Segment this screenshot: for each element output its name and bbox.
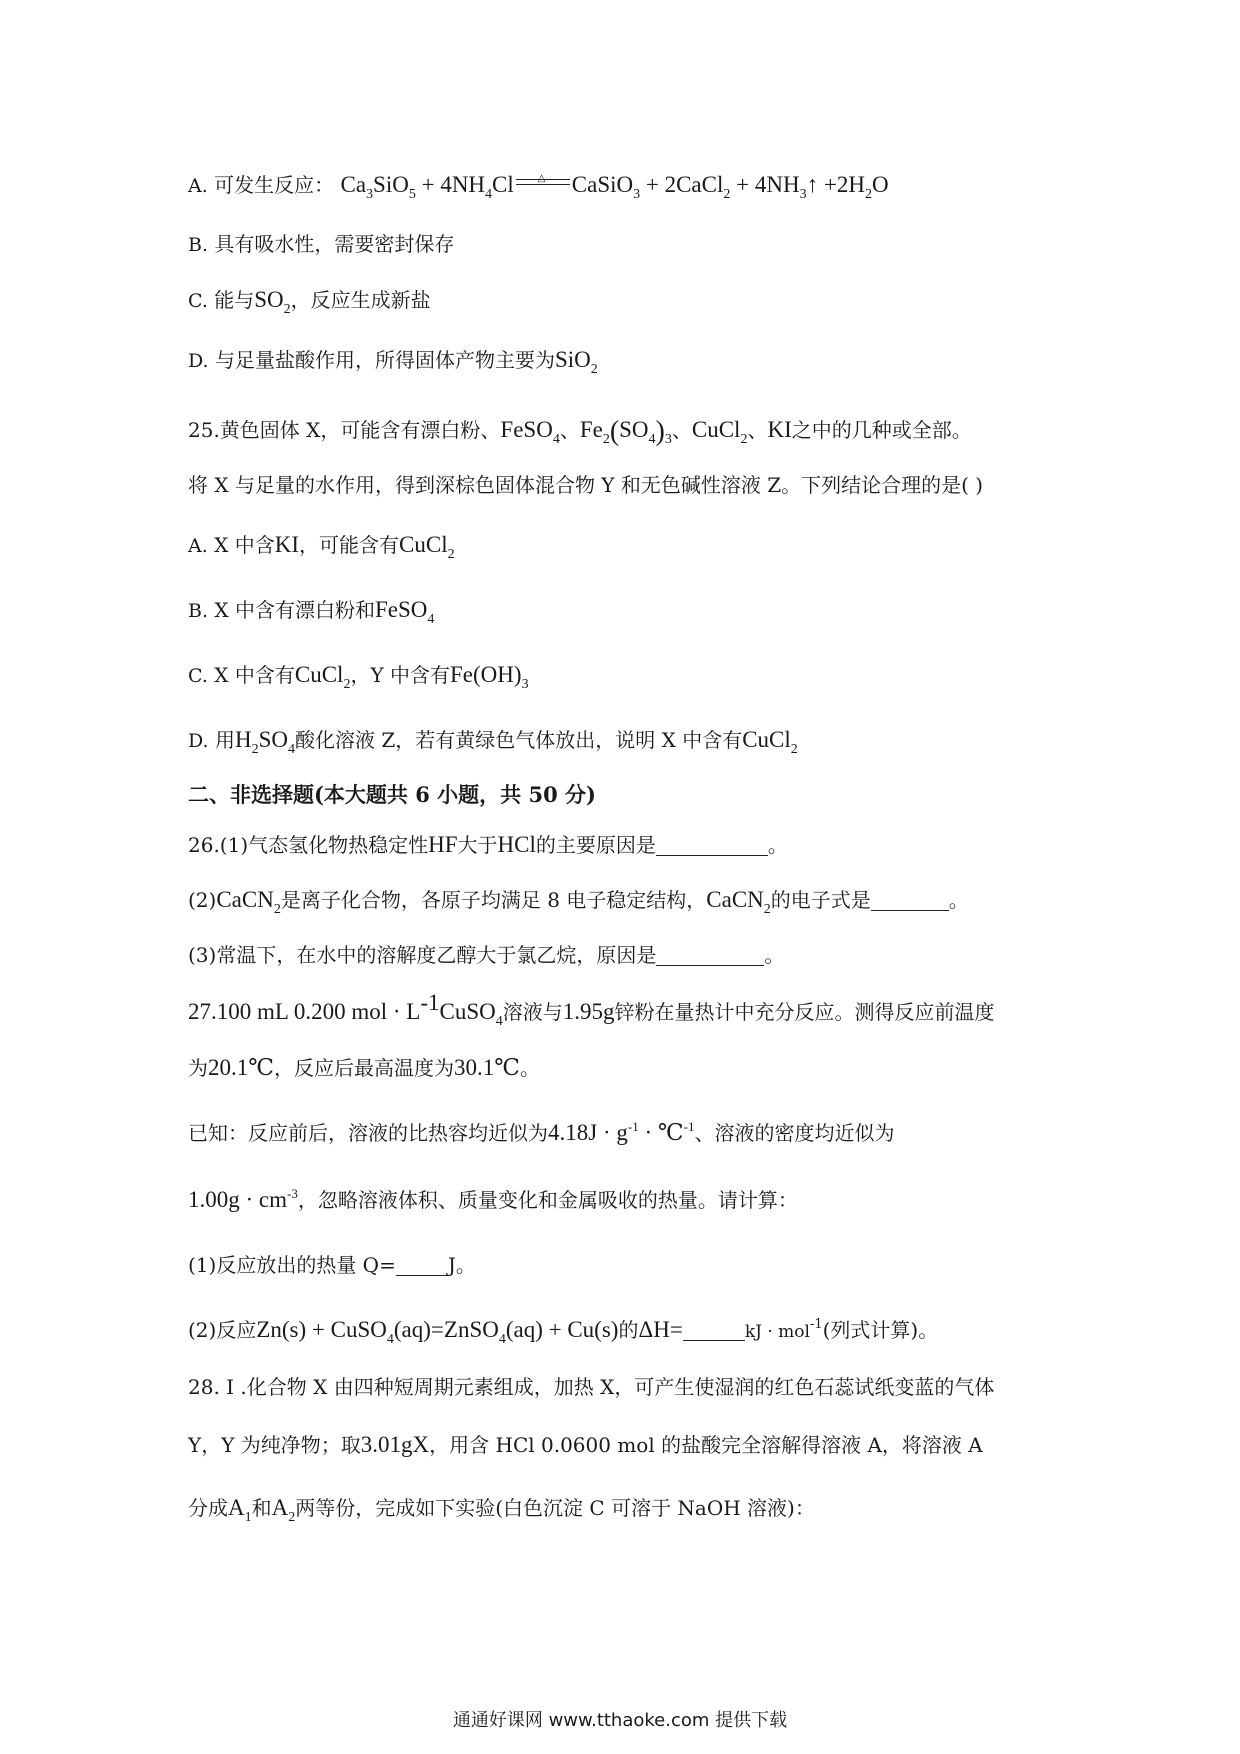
answer-blank[interactable] [656,943,764,966]
q27-stem-line2: 为20.1℃，反应后最高温度为30.1℃。 [188,1055,540,1080]
q25-stem-line1: 25.黄色固体 X，可能含有漂白粉、FeSO$_4$、$Fe_2(SO_4)_3$、CuCl$_2$、KI之中的几种或全部。 [188,416,972,447]
q27-part1: (1)反应放出的热量 Q= J。 [188,1253,476,1277]
q28-stem-line2: Y，Y 为纯净物；取3.01gX，用含 HCl 0.0600 mol 的盐酸完全溶解得溶液 A，将溶液 A [188,1432,983,1457]
section-heading: 二、非选择题(本大题共 6 小题，共 50 分) [188,782,596,807]
answer-blank[interactable] [871,888,949,911]
q25-option-a: A. X 中含KI，可能含有CuCl$_2$ [188,532,455,562]
q26-part1: 26.(1)气态氢化物热稳定性HF大于HCl的主要原因是 。 [188,832,788,857]
q27-part2: (2)反应Zn(s) + CuSO$_4$(aq)=ZnSO$_4$(aq) + Cu(s)的ΔH= kJ · mol$^{-1}$(列式计算)。 [188,1317,939,1347]
q24-equation: $Ca_3SiO_5 + 4NH_4Cl$ △ CaSiO$_3$ + 2CaCl$_2$ + $4NH_3↑ +2H_2O$ [340,172,889,202]
q24-option-b: B. 具有吸水性，需要密封保存 [188,232,455,256]
q28-stem-line1: 28. I .化合物 X 由四种短周期元素组成，加热 X，可产生使湿润的红色石蕊试纸变蓝的气体 [188,1375,995,1399]
q26-part2: (2)CaCN$_2$是离子化合物，各原子均满足 8 电子稳定结构，CaCN$_2$的电子式是 。 [188,887,969,917]
q28-stem-line3: 分成$A_1$和$A_2$两等份，完成如下实验(白色沉淀 C 可溶于 NaOH 溶液)： [188,1495,815,1525]
page-footer: 通通好课网 www.tthaoke.com 提供下载 [452,1710,788,1731]
answer-blank[interactable] [396,1253,448,1276]
q25-option-b: B. X 中含有漂白粉和FeSO$_4$ [188,597,435,627]
heat-equilibrium-sign: △ [516,176,570,190]
answer-blank[interactable] [683,1318,745,1341]
q25-stem-line2: 将 X 与足量的水作用，得到深棕色固体混合物 Y 和无色碱性溶液 Z。下列结论合理的是( ) [188,473,984,497]
q27-stem-line1: 27.100 mL 0.200 mol · $L^{-1}CuSO_4$溶液与1.95g锌粉在量热计中充分反应。测得反应前温度 [188,990,995,1029]
q27-given-line2: $1.00g \cdot cm^{-3}$，忽略溶液体积、质量变化和金属吸收的热量。请计算： [188,1186,798,1212]
q24-option-c: C. 能与$SO_2$，反应生成新盐 [188,287,431,317]
q25-option-c: C. X 中含有CuCl$_2$，Y 中含有$Fe(OH)_3$ [188,662,529,692]
answer-blank[interactable] [656,833,768,856]
q26-part3: (3)常温下，在水中的溶解度乙醇大于氯乙烷，原因是 。 [188,943,785,967]
q24-option-a: A. 可发生反应： $Ca_3SiO_5 + 4NH_4Cl$ △ CaSiO$_3$ + 2CaCl$_2$ + $4NH_3↑ +2H_2O$ [188,172,889,202]
q24-option-d: D. 与足量盐酸作用，所得固体产物主要为SiO$_2$ [188,347,598,377]
q25-option-d: D. 用$H_2SO_4$酸化溶液 Z，若有黄绿色气体放出，说明 X 中含有CuCl$_2$ [188,727,798,757]
q27-given-line1: 已知：反应前后，溶液的比热容均近似为$4.18J \cdot g^{-1}$ · ℃$^{-1}$、溶液的密度均近似为 [188,1119,895,1145]
